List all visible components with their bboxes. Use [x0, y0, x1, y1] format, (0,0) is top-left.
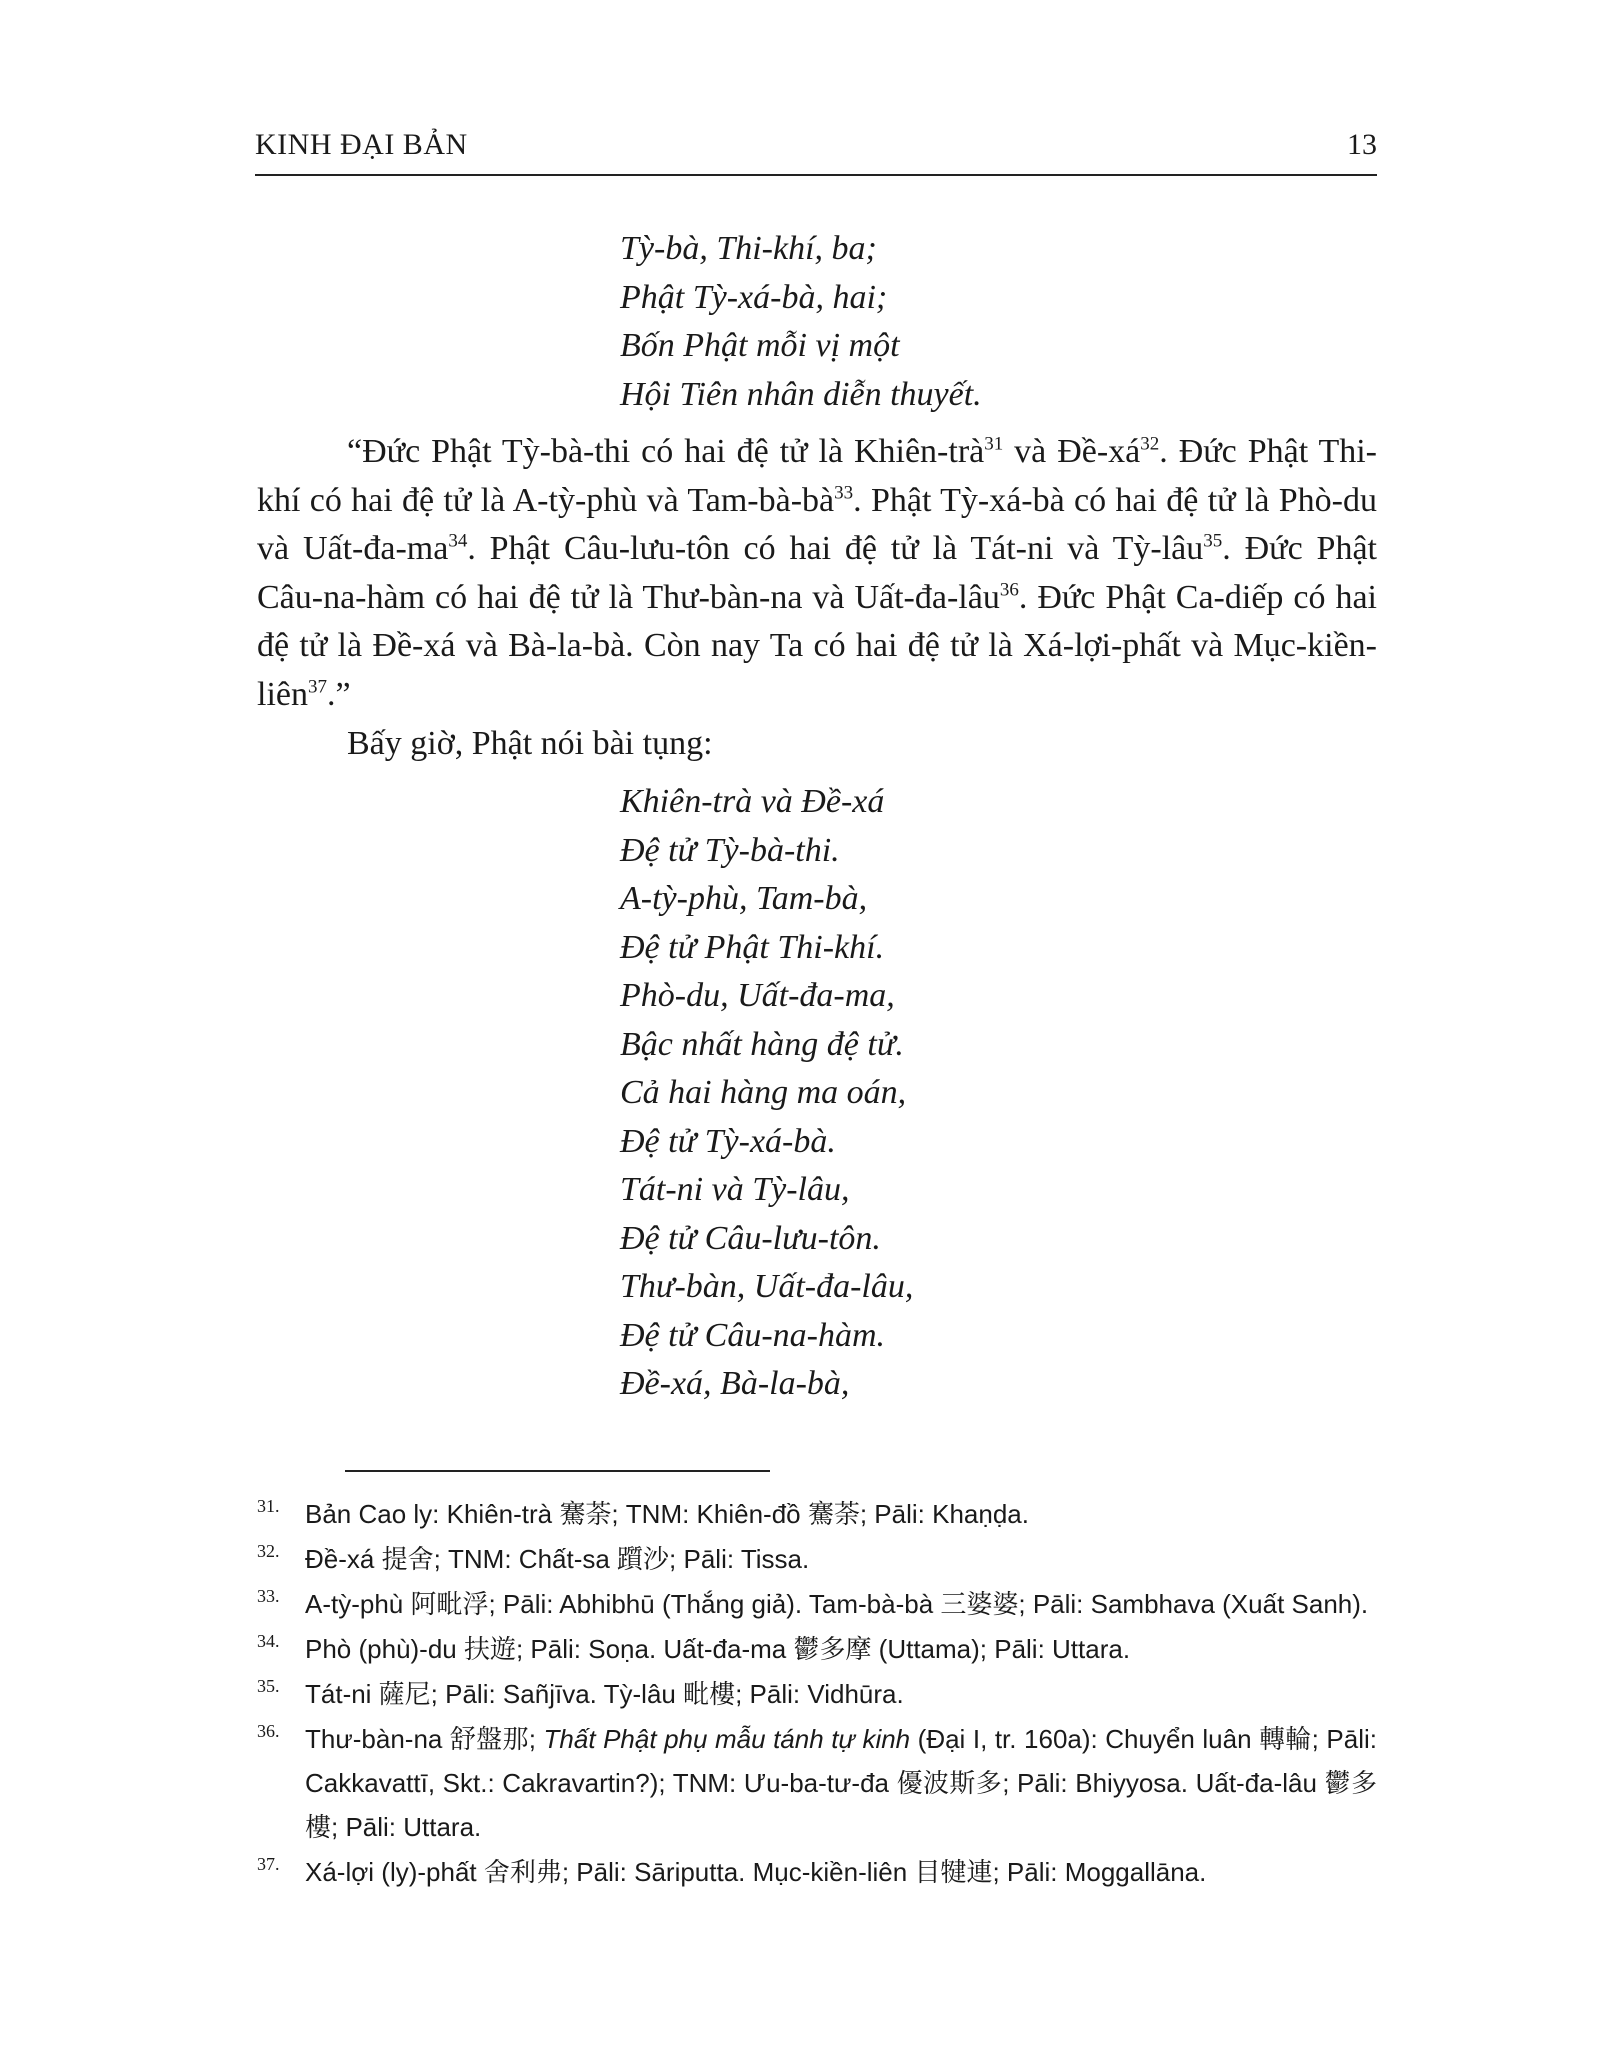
footnote-text: Phò (phù)-du 扶遊; Pāli: Soṇa. Uất-đa-ma 鬱多摩 (Uttama); Pāli: Uttara. [305, 1634, 1131, 1664]
running-header [255, 128, 1377, 176]
verse-line: Hội Tiên nhân diễn thuyết. [620, 375, 982, 413]
verse-line: Phò-du, Uất-đa-ma, [620, 977, 895, 1014]
verse-block-1 [620, 225, 982, 419]
verse-line: Đệ tử Câu-na-hàm. [620, 1316, 886, 1354]
paragraph-text: . Đức Phật Ca-diếp có hai đệ tử là Đề-xá và Bà-la-bà. Còn nay Ta có hai đệ tử là Xá-lợi-phất và Mục-kiền-liên [257, 578, 1377, 713]
footnote-ref-33[interactable]: 33 [834, 482, 854, 504]
footnote-ref-36[interactable]: 36 [999, 579, 1019, 601]
paragraph-text: . Phật Câu-lưu-tôn có hai đệ tử là Tát-ni và Tỳ-lâu [467, 530, 1204, 567]
footnote-number: 31. [257, 1496, 280, 1516]
paragraph: Bấy giờ, Phật nói bài tụng: [347, 725, 713, 762]
footnote-text: Thư-bàn-na 舒盤那; [305, 1724, 544, 1754]
verse-line: Bậc nhất hàng đệ tử. [620, 1025, 904, 1063]
footnote-35 [257, 1672, 1377, 1716]
footnote-book-title: Thất Phật phụ mẫu tánh tự kinh [543, 1724, 911, 1754]
footnote-text: Đề-xá 提舍; TNM: Chất-sa 躓沙; Pāli: Tissa. [305, 1544, 810, 1574]
verse-line: Cả hai hàng ma oán, [620, 1074, 907, 1111]
paragraph-text: . Đức Phật Thi-khí có hai đệ tử là A-tỳ-phù và Tam-bà-bà [257, 433, 1377, 519]
verse-line: Khiên-trà và Đề-xá [620, 783, 885, 820]
paragraph-text: . Phật Tỳ-xá-bà có hai đệ tử là Phò-du và Uất-đa-ma [257, 481, 1377, 567]
footnote-31 [257, 1492, 1377, 1536]
verse-line: Đệ tử Phật Thi-khí. [620, 928, 885, 966]
footnote-ref-31[interactable]: 31 [984, 433, 1004, 455]
footnote-text: Tát-ni 薩尼; Pāli: Sañjīva. Tỳ-lâu 毗樓; Pāli: Vidhūra. [305, 1679, 904, 1709]
verse-line: Bốn Phật mỗi vị một [620, 327, 900, 364]
footnote-number: 34. [257, 1631, 280, 1651]
footnote-32 [257, 1537, 1377, 1581]
verse-line: Tỳ-bà, Thi-khí, ba; [620, 230, 877, 267]
verse-block-2 [620, 778, 913, 1409]
footnote-divider [345, 1470, 770, 1472]
footnote-text: (Đại I, tr. 160a): Chuyển luân 轉輪; Pāli: Cakkavattī, Skt.: Cakravartin?); TNM: Ưu-ba-tư-đa 優波斯多; Pāli: Bhiyyosa. Uất-đa-lâu 鬱多樓; Pāli: Uttara. [305, 1724, 1377, 1842]
footnote-34 [257, 1627, 1377, 1671]
footnote-37 [257, 1850, 1377, 1894]
footnote-ref-35[interactable]: 35 [1203, 530, 1223, 552]
paragraph-text: “Đức Phật Tỳ-bà-thi có hai đệ tử là Khiên-trà [347, 433, 985, 470]
footnote-number: 37. [257, 1854, 280, 1874]
footnote-ref-37[interactable]: 37 [307, 676, 327, 698]
prose-paragraph-1 [257, 428, 1377, 719]
verse-line: Phật Tỳ-xá-bà, hai; [620, 278, 888, 316]
paragraph-text: .” [326, 675, 351, 713]
footnote-number: 35. [257, 1676, 280, 1696]
paragraph [257, 428, 1377, 719]
paragraph-text: . Đức Phật Câu-na-hàm có hai đệ tử là Thư-bàn-na và Uất-đa-lâu [257, 530, 1377, 616]
footnotes [257, 1492, 1377, 1895]
verse-line: Đệ tử Câu-lưu-tôn. [620, 1219, 881, 1257]
footnote-text: Bản Cao ly: Khiên-trà 騫荼; TNM: Khiên-đồ 騫荼; Pāli: Khaṇḍa. [305, 1499, 1029, 1529]
paragraph-text: và Đề-xá [1003, 433, 1141, 470]
verse-line: A-tỳ-phù, Tam-bà, [620, 880, 868, 917]
verse-line: Thư-bàn, Uất-đa-lâu, [620, 1268, 914, 1305]
prose-paragraph-2 [257, 720, 1377, 769]
running-title: KINH ĐẠI BẢN [255, 128, 468, 161]
footnote-ref-34[interactable]: 34 [448, 530, 468, 552]
footnote-text: A-tỳ-phù 阿毗浮; Pāli: Abhibhū (Thắng giả). Tam-bà-bà 三婆婆; Pāli: Sambhava (Xuất Sanh). [305, 1589, 1369, 1619]
page-number: 13 [1347, 128, 1377, 161]
footnote-text: Xá-lợi (ly)-phất 舍利弗; Pāli: Sāriputta. Mục-kiền-liên 目犍連; Pāli: Moggallāna. [305, 1857, 1207, 1887]
footnote-number: 32. [257, 1541, 280, 1561]
footnote-33 [257, 1582, 1377, 1626]
footnote-number: 33. [257, 1586, 280, 1606]
verse-line: Tát-ni và Tỳ-lâu, [620, 1171, 850, 1208]
verse-line: Đệ tử Tỳ-xá-bà. [620, 1122, 836, 1160]
footnote-36 [257, 1717, 1377, 1849]
verse-line: Đệ tử Tỳ-bà-thi. [620, 831, 840, 869]
footnote-number: 36. [257, 1721, 280, 1741]
verse-line: Đề-xá, Bà-la-bà, [620, 1365, 850, 1402]
footnote-ref-32[interactable]: 32 [1140, 433, 1160, 455]
